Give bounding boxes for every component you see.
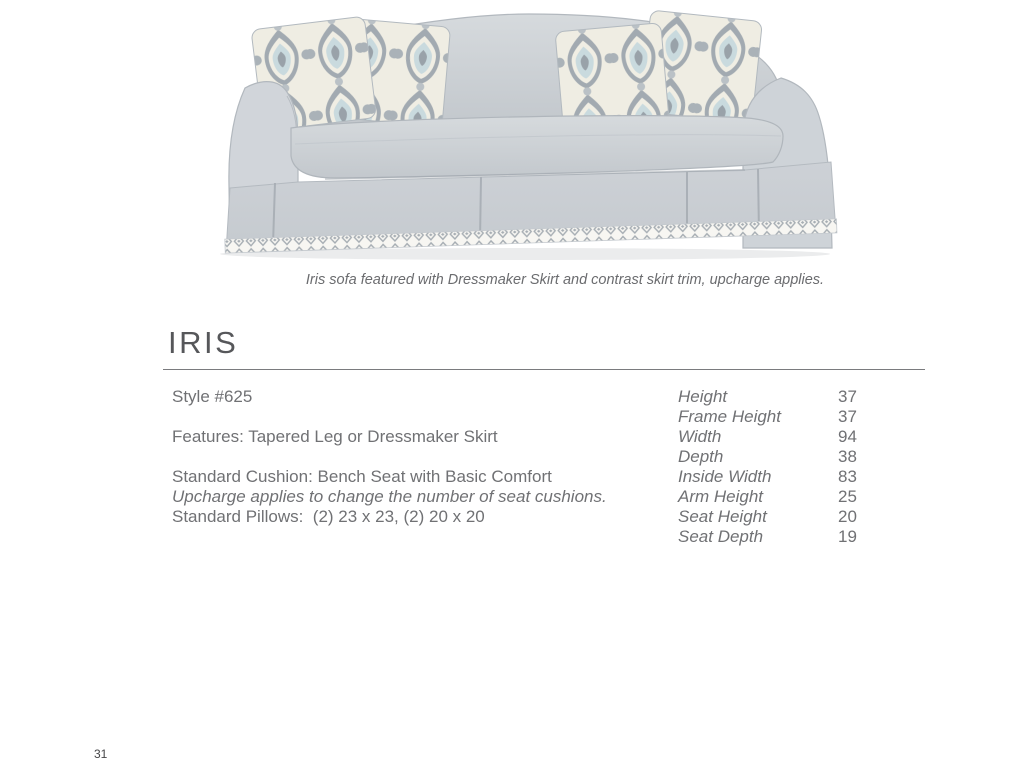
dimension-value: 38 — [838, 447, 857, 466]
dimension-label: Height — [678, 387, 728, 406]
table-row — [678, 467, 874, 487]
dimension-label: Depth — [678, 447, 724, 466]
dimension-label: Width — [678, 427, 722, 446]
sofa-illustration — [185, 4, 847, 262]
page-number: 31 — [94, 747, 108, 761]
dimension-label: Frame Height — [678, 407, 781, 426]
table-row — [678, 407, 874, 427]
dimension-label: Inside Width — [678, 467, 772, 486]
figure-caption: Iris sofa featured with Dressmaker Skirt and contrast skirt trim, upcharge applies. — [305, 272, 825, 288]
dimension-value: 19 — [838, 527, 857, 546]
dimension-value: 94 — [838, 427, 857, 446]
dimension-value: 25 — [838, 487, 857, 506]
style-number: Style #625 — [172, 387, 253, 406]
dimension-label: Seat Height — [678, 507, 767, 526]
title-rule — [163, 369, 925, 370]
page-title: IRIS — [168, 325, 239, 360]
dimensions-table — [678, 387, 874, 547]
features-line: Features: Tapered Leg or Dressmaker Skirt — [172, 427, 498, 446]
product-details — [172, 387, 607, 527]
dimension-value: 37 — [838, 407, 857, 426]
table-row — [678, 387, 874, 407]
cushion-upcharge-note: Upcharge applies to change the number of seat cushions. — [172, 487, 607, 506]
dimension-value: 37 — [838, 387, 857, 406]
dimension-label: Arm Height — [678, 487, 764, 506]
table-row — [678, 487, 874, 507]
table-row — [678, 427, 874, 447]
table-row — [678, 507, 874, 527]
dimension-value: 20 — [838, 507, 857, 526]
dimension-label: Seat Depth — [678, 527, 764, 546]
standard-cushion-line: Standard Cushion: Bench Seat with Basic Comfort — [172, 467, 552, 486]
dimension-value: 83 — [838, 467, 857, 486]
standard-pillows-line: Standard Pillows: (2) 23 x 23, (2) 20 x 20 — [172, 507, 485, 526]
sofa-photo — [185, 4, 847, 262]
table-row — [678, 527, 874, 547]
sofa-seat-cushion — [291, 116, 783, 178]
table-row — [678, 447, 874, 467]
